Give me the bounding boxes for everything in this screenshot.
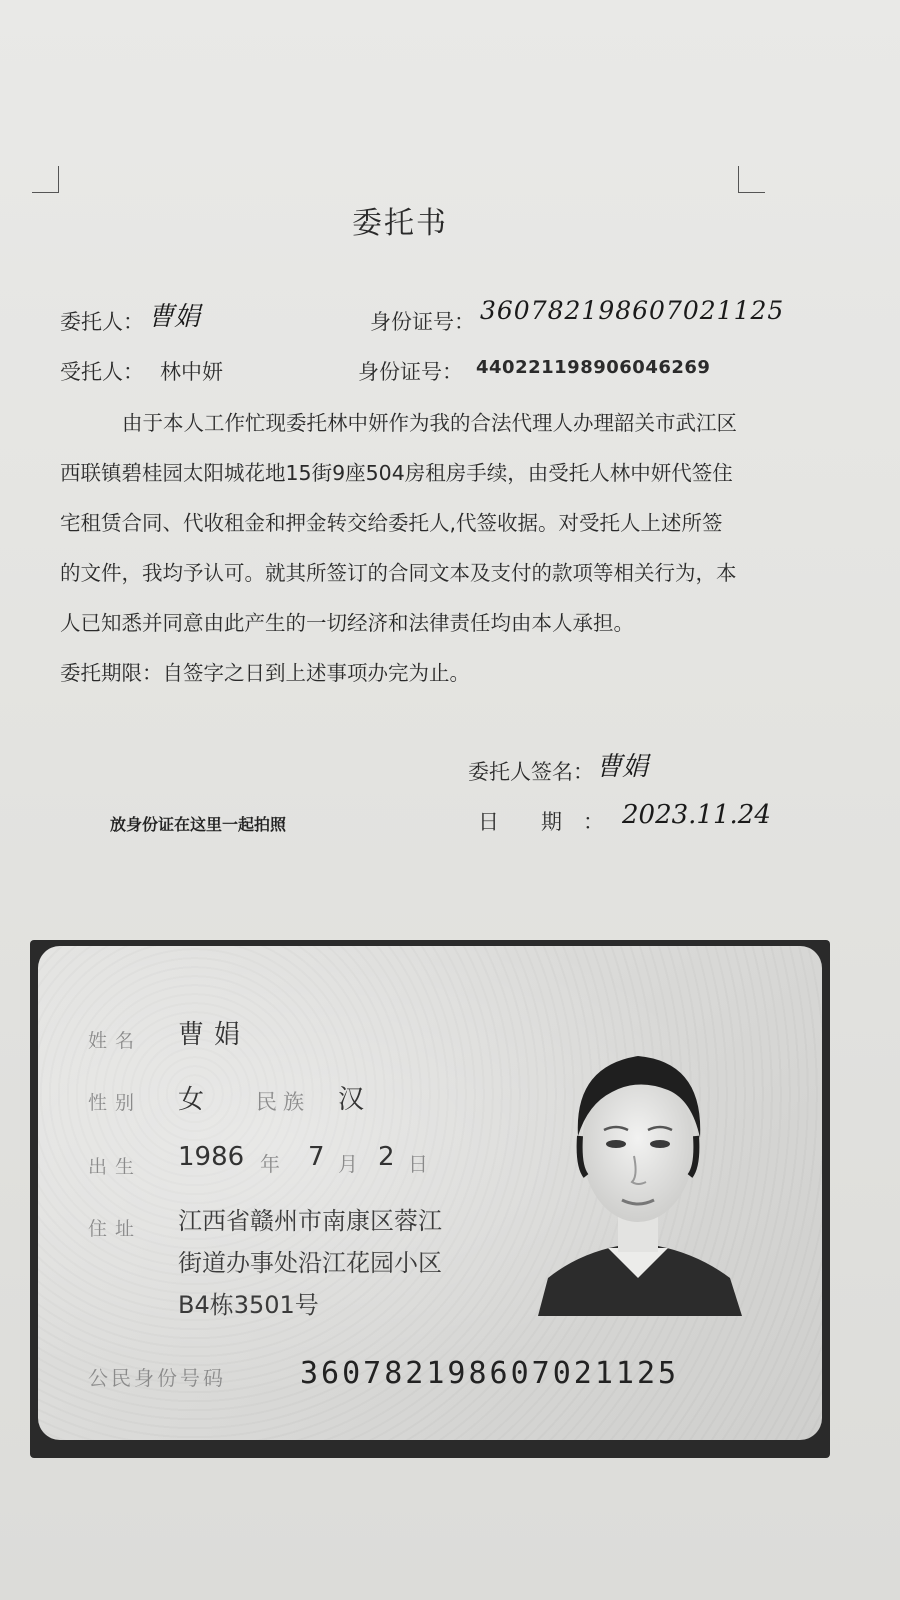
principal-label: 委托人：	[60, 310, 144, 334]
id-birth-year: 1986	[178, 1142, 245, 1172]
id-card-photo	[30, 940, 830, 1458]
agent-id-label: 身份证号：	[358, 360, 463, 384]
id-birth-label: 出生	[88, 1156, 143, 1178]
term-line: 委托期限：自签字之日到上述事项办完为止。	[60, 661, 470, 685]
body-paragraph: 由于本人工作忙现委托林中妍作为我的合法代理人办理韶关市武江区西联镇碧桂园太阳城花地15街9座504房租房手续，由受托人林中妍代签住宅租赁合同、代收租金和押金转交给委托人,代签收据。对受托人上述所签的文件，我均予认可。就其所签订的合同文本及支付的款项等相关行为，本人已知悉并同意由此产生的一切经济和法律责任均由本人承担。	[60, 411, 737, 635]
page-corner-mark-top-left	[32, 166, 59, 193]
agent-id-number: 440221198906046269	[476, 357, 711, 378]
signature-label: 委托人签名：	[468, 760, 594, 784]
id-portrait-photo	[508, 1016, 768, 1316]
id-name-label: 姓名	[88, 1030, 143, 1052]
photo-hint-text: 放身份证在这里一起拍照	[110, 815, 287, 834]
agent-label: 受托人：	[60, 360, 144, 384]
document-title: 委托书	[352, 206, 448, 241]
id-gender-label: 性别	[88, 1092, 143, 1114]
id-number-label: 公民身份号码	[88, 1366, 226, 1390]
handwritten-date: 2023.11.24	[622, 800, 771, 830]
id-card-face	[38, 946, 822, 1440]
principal-signature: 曹娟	[596, 752, 649, 782]
id-address-line: 江西省赣州市南康区蓉江	[178, 1207, 442, 1235]
id-gender-value: 女	[178, 1085, 205, 1115]
principal-id-label: 身份证号：	[370, 310, 475, 334]
id-ethnicity-value: 汉	[338, 1085, 365, 1115]
id-address-line: B4栋3501号	[178, 1291, 319, 1319]
id-name-value: 曹娟	[178, 1020, 251, 1050]
date-label: 日 期 ：	[478, 810, 604, 834]
principal-id-handwritten: 360782198607021125	[480, 296, 785, 325]
document-body	[60, 398, 740, 698]
id-birth-year-unit: 年	[260, 1152, 280, 1176]
id-birth-month: 7	[308, 1142, 325, 1172]
page-corner-mark-top-right	[738, 166, 765, 193]
id-address-label: 住址	[88, 1218, 143, 1240]
id-birth-day: 2	[378, 1142, 395, 1172]
id-address-line: 街道办事处沿江花园小区	[178, 1249, 442, 1277]
id-number-value: 360782198607021125	[300, 1356, 680, 1391]
principal-handwritten-name: 曹娟	[148, 302, 201, 332]
id-birth-day-unit: 日	[408, 1152, 428, 1176]
agent-name: 林中妍	[160, 360, 223, 384]
id-birth-month-unit: 月	[338, 1152, 358, 1176]
id-ethnicity-label: 民族	[256, 1090, 310, 1114]
id-address-block	[178, 1200, 442, 1326]
